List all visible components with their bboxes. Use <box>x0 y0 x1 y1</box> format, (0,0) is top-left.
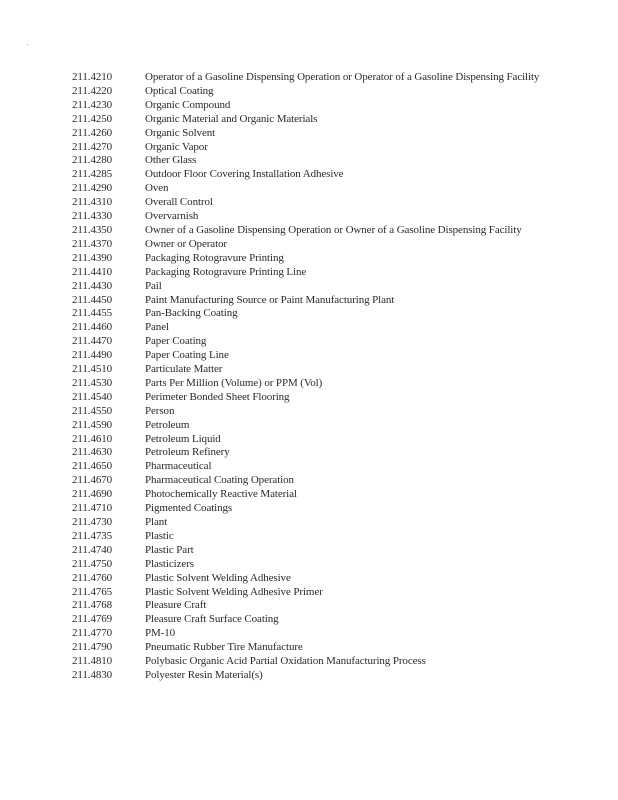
definition-row <box>72 599 542 613</box>
definition-row <box>72 669 542 683</box>
defined-term: Oven <box>145 182 169 195</box>
section-number: 211.4740 <box>72 543 113 556</box>
definition-row <box>72 168 542 182</box>
section-number: 211.4769 <box>72 613 113 626</box>
definition-row <box>72 224 542 238</box>
section-number: 211.4590 <box>72 418 113 431</box>
definitions-list <box>72 71 542 683</box>
section-number: 211.4550 <box>72 404 113 417</box>
definition-row <box>72 391 542 405</box>
section-number: 211.4760 <box>72 571 113 584</box>
defined-term: PM-10 <box>145 627 176 640</box>
section-number: 211.4280 <box>72 154 113 167</box>
defined-term: Particulate Matter <box>145 363 223 376</box>
definition-row <box>72 127 542 141</box>
defined-term: Operator of a Gasoline Dispensing Operation or Operator of a Gasoline Dispensing Facility <box>145 71 540 83</box>
definition-row <box>72 349 542 363</box>
defined-term: Pigmented Coatings <box>145 502 233 515</box>
definition-row <box>72 488 542 502</box>
section-number: 211.4430 <box>72 279 113 292</box>
defined-term: Petroleum Liquid <box>145 432 221 445</box>
section-number: 211.4270 <box>72 140 113 153</box>
defined-term: Pharmaceutical <box>145 460 212 473</box>
defined-term: Paint Manufacturing Source or Paint Manufacturing Plant <box>145 293 395 306</box>
definition-row <box>72 474 542 488</box>
definition-row <box>72 321 542 335</box>
defined-term: Polybasic Organic Acid Partial Oxidation Manufacturing Process <box>145 655 426 668</box>
section-number: 211.4455 <box>72 307 113 320</box>
defined-term: Plasticizers <box>145 557 194 570</box>
definition-row <box>72 280 542 294</box>
section-number: 211.4290 <box>72 182 113 195</box>
section-number: 211.4450 <box>72 293 113 306</box>
section-number: 211.4750 <box>72 557 113 570</box>
section-number: 211.4540 <box>72 390 113 403</box>
section-number: 211.4285 <box>72 168 113 181</box>
section-number: 211.4250 <box>72 112 113 125</box>
section-number: 211.4370 <box>72 237 113 250</box>
defined-term: Polyester Resin Material(s) <box>145 668 263 681</box>
definition-row <box>72 655 542 669</box>
definition-row <box>72 530 542 544</box>
defined-term: Pleasure Craft Surface Coating <box>145 613 279 626</box>
section-number: 211.4790 <box>72 641 113 654</box>
definition-row <box>72 99 542 113</box>
definition-row <box>72 377 542 391</box>
section-number: 211.4330 <box>72 210 113 223</box>
section-number: 211.4310 <box>72 196 113 209</box>
defined-term: Plastic Solvent Welding Adhesive Primer <box>145 585 323 598</box>
definition-row <box>72 572 542 586</box>
definition-row <box>72 516 542 530</box>
definition-row <box>72 113 542 127</box>
definition-row <box>72 196 542 210</box>
definition-row <box>72 544 542 558</box>
section-number: 211.4670 <box>72 474 113 487</box>
section-number: 211.4460 <box>72 321 113 334</box>
defined-term: Pan-Backing Coating <box>145 307 238 320</box>
definition-row <box>72 141 542 155</box>
section-number: 211.4630 <box>72 446 113 459</box>
defined-term: Optical Coating <box>145 84 214 97</box>
defined-term: Other Glass <box>145 154 197 167</box>
definition-row <box>72 210 542 224</box>
section-number: 211.4210 <box>72 71 113 83</box>
defined-term: Petroleum <box>145 418 190 431</box>
defined-term: Plastic Part <box>145 543 194 556</box>
definition-row <box>72 363 542 377</box>
defined-term: Organic Material and Organic Materials <box>145 112 318 125</box>
definition-row <box>72 154 542 168</box>
definition-row <box>72 586 542 600</box>
section-number: 211.4690 <box>72 488 113 501</box>
defined-term: Petroleum Refinery <box>145 446 230 459</box>
defined-term: Organic Solvent <box>145 126 216 139</box>
defined-term: Pneumatic Rubber Tire Manufacture <box>145 641 303 654</box>
defined-term: Overall Control <box>145 196 213 209</box>
defined-term: Organic Compound <box>145 98 231 111</box>
section-number: 211.4530 <box>72 376 113 389</box>
definition-row <box>72 613 542 627</box>
defined-term: Photochemically Reactive Material <box>145 488 297 501</box>
definition-row <box>72 419 542 433</box>
defined-term: Outdoor Floor Covering Installation Adhesive <box>145 168 344 181</box>
section-number: 211.4260 <box>72 126 113 139</box>
defined-term: Plastic <box>145 529 174 542</box>
definition-row <box>72 294 542 308</box>
section-number: 211.4650 <box>72 460 113 473</box>
defined-term: Person <box>145 404 175 417</box>
defined-term: Pail <box>145 279 162 292</box>
section-number: 211.4350 <box>72 223 113 236</box>
section-number: 211.4770 <box>72 627 113 640</box>
section-number: 211.4510 <box>72 363 113 376</box>
defined-term: Panel <box>145 321 169 334</box>
definition-row <box>72 307 542 321</box>
defined-term: Parts Per Million (Volume) or PPM (Vol) <box>145 376 323 389</box>
section-number: 211.4710 <box>72 502 113 515</box>
section-number: 211.4230 <box>72 98 113 111</box>
defined-term: Pleasure Craft <box>145 599 207 612</box>
defined-term: Packaging Rotogravure Printing Line <box>145 265 307 278</box>
section-number: 211.4410 <box>72 265 113 278</box>
definition-row <box>72 460 542 474</box>
defined-term: Overvarnish <box>145 210 199 223</box>
defined-term: Packaging Rotogravure Printing <box>145 251 284 264</box>
defined-term: Organic Vapor <box>145 140 208 153</box>
section-number: 211.4768 <box>72 599 113 612</box>
section-number: 211.4470 <box>72 335 113 348</box>
section-number: 211.4490 <box>72 349 113 362</box>
definition-row <box>72 433 542 447</box>
defined-term: Pharmaceutical Coating Operation <box>145 474 294 487</box>
definition-row <box>72 71 542 85</box>
defined-term: Paper Coating Line <box>145 349 229 362</box>
section-number: 211.4765 <box>72 585 113 598</box>
definition-row <box>72 627 542 641</box>
defined-term: Paper Coating <box>145 335 207 348</box>
section-number: 211.4730 <box>72 516 113 528</box>
defined-term: Perimeter Bonded Sheet Flooring <box>145 390 290 403</box>
definition-row <box>72 335 542 349</box>
definition-row <box>72 405 542 419</box>
defined-term: Owner of a Gasoline Dispensing Operation or Owner of a Gasoline Dispensing Facility <box>145 223 522 236</box>
definition-row <box>72 182 542 196</box>
definition-row <box>72 502 542 516</box>
defined-term: Owner or Operator <box>145 237 227 250</box>
definition-row <box>72 558 542 572</box>
section-number: 211.4810 <box>72 655 113 668</box>
defined-term: Plastic Solvent Welding Adhesive <box>145 571 291 584</box>
section-number: 211.4735 <box>72 529 113 542</box>
section-number: 211.4220 <box>72 84 113 97</box>
section-number: 211.4830 <box>72 668 113 681</box>
defined-term: Plant <box>145 516 168 528</box>
definition-row <box>72 238 542 252</box>
definition-row <box>72 641 542 655</box>
scan-speck <box>27 44 28 45</box>
section-number: 211.4610 <box>72 432 113 445</box>
definition-row <box>72 85 542 99</box>
definition-row <box>72 446 542 460</box>
section-number: 211.4390 <box>72 251 113 264</box>
definition-row <box>72 252 542 266</box>
definition-row <box>72 266 542 280</box>
